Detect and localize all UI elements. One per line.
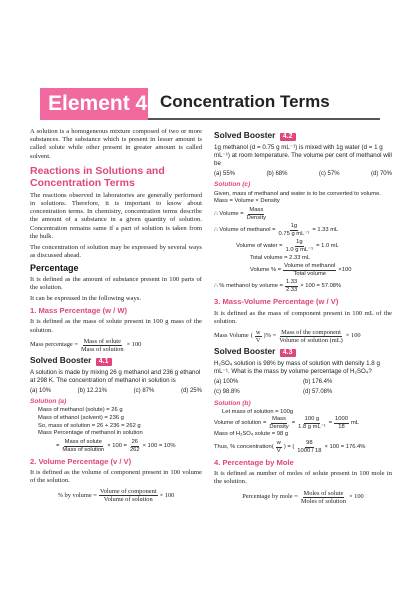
work-line: Mass Percentage of methanol in solution (38, 430, 143, 437)
fraction-numerator: Mass of solute (64, 438, 103, 445)
formula-fraction (99, 488, 158, 503)
equation-lhs: Volume of water = (236, 242, 283, 249)
solution-working (214, 409, 392, 455)
formula-fraction (80, 338, 125, 353)
booster-question: A solution is made by mixing 26 g methanol and 236 g ethanol at 298 K. The concentration of methanol in solution is (30, 369, 201, 385)
mole-percentage-definition: It is defined as number of moles of solute present in 100 mole in the solution. (214, 470, 392, 486)
formula-fraction (255, 329, 262, 344)
fraction-numerator: 1.33 (285, 279, 298, 286)
fraction-numerator: Moles of solute (303, 489, 344, 497)
fraction-denominator: Density (269, 424, 289, 431)
fraction-denominator: V (255, 337, 261, 344)
element-label: Element 4 (40, 88, 148, 120)
work-line: Let mass of solution = 100g (222, 408, 294, 415)
option-d: (d) 70% (370, 171, 392, 178)
fraction-numerator: Volume of component (99, 488, 157, 496)
work-fraction (285, 279, 298, 294)
mole-percentage-heading: 4. Percentage by Mole (214, 458, 294, 467)
work-line: Mass of H₂SO₄ solute = 98 g (214, 431, 289, 438)
booster-label: Solved Booster (30, 354, 92, 365)
work-fraction (129, 439, 141, 454)
work-line: So, mass of solution = 26 + 236 = 262 g (38, 422, 141, 429)
option-a: (a) 10% (30, 388, 52, 395)
booster-label: Solved Booster (214, 346, 276, 356)
mass-percentage-heading: 1. Mass Percentage (w / W) (30, 306, 128, 316)
solution-answer-tag: (a) (58, 398, 67, 406)
equation-lhs: ∴ % methanol by volume = (214, 283, 283, 290)
percentage-paragraph-2: It can be expressed in the following ways. (30, 295, 141, 303)
fraction-denominator: Mass of solution (62, 446, 105, 453)
mass-percentage-definition: It is defined as the mass of solute present in 100 g mass of the solution. (30, 318, 202, 334)
equation-result: mL (350, 420, 360, 427)
fraction-denominator: Mass of solution (80, 345, 124, 353)
option-a: (a) 100% (214, 379, 239, 386)
solution-label: Solution (214, 181, 241, 189)
fraction-numerator: 100 g (304, 416, 320, 423)
booster-label: Solved Booster (214, 130, 276, 140)
work-equation (214, 207, 392, 222)
solved-booster-title (214, 347, 392, 357)
work-fraction (283, 263, 336, 278)
fraction-denominator: Density (246, 214, 266, 221)
solution-heading (30, 398, 202, 406)
solution-answer-tag: (c) (242, 181, 251, 189)
work-result: × 100 = 10% (142, 442, 176, 449)
title-underline (148, 118, 380, 120)
option-a: (a) 55% (214, 171, 236, 178)
option-b: (b) 12.21% (77, 388, 108, 395)
work-line: Mass of ethanol (solvent) = 236 g (38, 415, 124, 422)
booster-options (214, 378, 392, 396)
fraction-denominator: Total volume (293, 271, 326, 278)
formula-lhs-tail: % = (265, 332, 277, 340)
equation-result: × 100 = 57.08% (300, 283, 342, 290)
intro-paragraph: A solution is a homogeneous mixture composed of two or more substances. The substance which is present in lesser amount is called solute while other present in greater amount is called solvent. (30, 128, 202, 160)
formula-lhs: Percentage by mole = (242, 493, 298, 500)
work-equation: Thus, % concentration ( $\frac{w}{V}$ ) = ( $\frac{98}{1000 / 18}$ × 100 = 176.4% (214, 440, 366, 454)
equation-result: = 1.33 mL (312, 226, 339, 233)
booster-options (214, 170, 392, 178)
solved-booster-title (214, 131, 392, 141)
fraction-numerator: Mass of solute (83, 337, 121, 345)
equation-tail: ×100 (338, 267, 352, 274)
formula-lhs: % by volume = (57, 491, 97, 499)
fraction-denominator: 262 (129, 446, 140, 453)
booster-number-badge: 4.3 (280, 349, 296, 357)
fraction-numerator: Mass (272, 416, 286, 423)
option-c: (c) 87% (133, 388, 155, 395)
work-fraction (268, 416, 289, 431)
option-c: (c) 57% (318, 171, 340, 178)
formula-tail: × 100 (126, 341, 142, 349)
work-fraction (246, 207, 267, 222)
work-fraction (276, 440, 282, 455)
solution-working (214, 191, 392, 295)
work-equation (214, 263, 392, 278)
solution-working (30, 407, 202, 453)
booster-number-badge: 4.2 (280, 133, 296, 141)
fraction-denominator: 18 (338, 424, 345, 431)
work-equation: Volume of solution = $\frac{\text{Mass}}{\text{Density}}$ = $\frac{100 g}{\text{1.8 g mL⁻¹}}$ = $\frac{1000}{18}$ mL (214, 416, 360, 431)
fraction-denominator: Volume of solution (mL) (279, 337, 343, 344)
booster-number-badge: 4.1 (96, 358, 112, 366)
equation-result: × 100 = 176.4% (324, 443, 366, 450)
mass-volume-formula: Mass Volume ( $\frac{w}{V}$ ) % = $\frac{\text{Mass of the component}}{\text{Volume of solution (mL)}}$ × 100 (214, 329, 361, 344)
formula-tail: × 100 (348, 493, 364, 500)
percentage-paragraph-1: It is defined as the amount of substance present in 100 parts of the solution. (30, 275, 202, 291)
solved-booster-title (30, 356, 202, 366)
solution-label: Solution (214, 399, 241, 407)
work-line: Given, mass of methanol and water is to be converted to volume. (214, 190, 381, 197)
fraction-numerator: 26 (131, 438, 139, 445)
work-fraction (61, 439, 105, 454)
fraction-numerator: 1g (290, 222, 298, 229)
solution-answer-tag: (b) (242, 399, 251, 407)
booster-question: H₂SO₄ solution is 98% by mass of solution with density 1.8 g mL⁻¹. What is the mass by volume percentage of H₂SO₄? (214, 360, 380, 376)
option-c: (c) 98.8% (214, 389, 240, 396)
work-equation: = $\frac{\text{Mass of solute}}{\text{Mass of solution}}$ × 100 = $\frac{26}{262}$ × 100 = 10% (56, 438, 176, 453)
fraction-denominator: Moles of solution (300, 497, 346, 505)
work-fraction (297, 416, 327, 431)
solution-label: Solution (30, 398, 57, 406)
work-equation (214, 239, 392, 254)
work-fraction (296, 440, 322, 455)
equation-lhs: ∴ Volume = (214, 210, 244, 217)
booster-options (30, 387, 202, 395)
section-heading: Reactions in Solutions and Concentration Terms (30, 164, 165, 189)
equation-lhs: Volume of solution = (214, 420, 267, 427)
work-equation (214, 223, 392, 238)
option-b: (b) 176.4% (303, 379, 333, 386)
left-column (30, 128, 202, 506)
option-d: (d) 57.08% (303, 389, 333, 396)
option-b: (b) 68% (266, 171, 288, 178)
equation-result: = 1.0 mL (316, 242, 339, 249)
fraction-numerator: 98 (306, 440, 313, 446)
fraction-numerator: w (255, 329, 261, 336)
section-paragraph-2: The concentration of solution may be expressed by several ways as discussed ahead. (30, 244, 202, 260)
right-column (214, 128, 392, 508)
percentage-heading: Percentage (30, 263, 79, 274)
work-fraction (278, 223, 311, 238)
mole-percentage-formula (214, 490, 392, 505)
fraction-numerator: Mass of the component (281, 329, 341, 336)
mass-percentage-formula (30, 338, 202, 353)
fraction-denominator: 0.75 g mL⁻¹ (278, 230, 310, 237)
fraction-denominator: 1.0 g mL⁻¹ (285, 246, 314, 253)
chapter-header (40, 88, 380, 120)
option-d: (d) 25% (180, 388, 202, 395)
mass-volume-definition: It is defined as the mass of component present in 100 mL of the solution. (214, 309, 392, 325)
mass-volume-heading: 3. Mass-Volume Percentage (w / V) (214, 297, 339, 307)
work-fraction (285, 239, 315, 254)
volume-percentage-definition: It is defined as the volume of component present in 100 volume of the solution. (30, 469, 202, 485)
solution-heading (214, 400, 392, 408)
formula-tail: × 100 (345, 332, 361, 340)
fraction-denominator: V (276, 448, 281, 454)
volume-percentage-formula (30, 488, 202, 503)
fraction-denominator: 2.33 (285, 287, 298, 294)
work-line: Total volume = 2.33 mL (250, 254, 311, 261)
solution-heading (214, 181, 392, 189)
formula-lhs: Mass Volume (214, 332, 249, 340)
section-paragraph-1: The reactions observed in laboratories are generally performed in solutions. Therefore, it is important to know about concentration terms. In chemistry, concentration terms describe the amount of a substance in a given quantity of solution. Concentration remains same if a part of solution is taken from the bulk. (30, 191, 202, 240)
volume-percentage-heading: 2. Volume Percentage (v / V) (30, 456, 132, 466)
fraction-numerator: Mass (249, 206, 264, 213)
work-fraction (334, 416, 349, 431)
formula-lhs: Mass percentage = (30, 341, 78, 349)
work-line: Mass of methanol (solute) = 26 g (38, 407, 123, 414)
fraction-denominator: 1000 / 18 (297, 448, 322, 454)
fraction-numerator: Volume of methanol (284, 263, 336, 270)
fraction-denominator: 1.8 g mL⁻¹ (298, 424, 326, 431)
formula-fraction (278, 329, 344, 344)
equation-lhs: Thus, % concentration (214, 443, 272, 450)
equation-lhs: Volume % = (250, 267, 282, 274)
fraction-numerator: 1g (296, 238, 303, 245)
fraction-numerator: w (276, 440, 281, 446)
formula-tail: × 100 (159, 491, 175, 499)
fraction-denominator: Volume of solution (103, 496, 153, 504)
fraction-numerator: 1000 (335, 416, 348, 423)
page-title: Concentration Terms (160, 92, 330, 111)
formula-fraction (300, 490, 347, 505)
work-equation (214, 279, 392, 294)
booster-question: 1g methanol (d = 0.75 g mL⁻¹) is mixed with 1g water (d = 1 g mL⁻¹) at room temperature. The volume per cent of methanol will be (214, 144, 392, 168)
equation-lhs: ∴ Volume of methanol = (214, 226, 276, 233)
work-line: Mass = Volume × Density (214, 198, 280, 205)
